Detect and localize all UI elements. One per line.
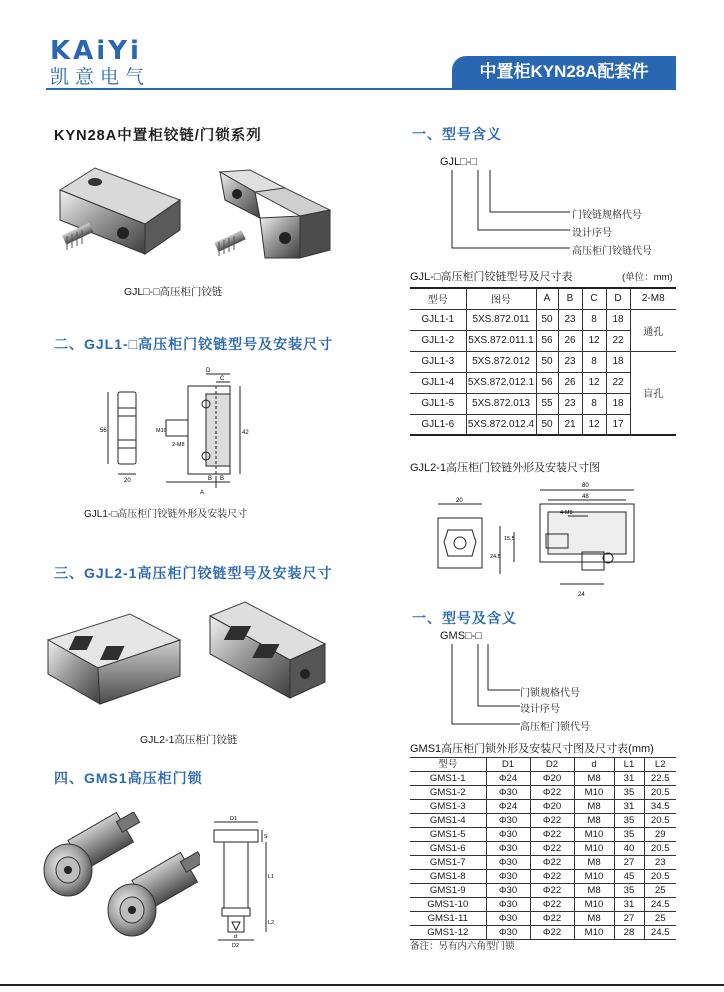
cell: Φ30 xyxy=(486,856,530,870)
cell: 21 xyxy=(558,414,582,435)
table-row xyxy=(410,912,676,926)
table-row xyxy=(410,898,676,912)
dim-d1: D1 xyxy=(230,816,238,822)
cell: 28 xyxy=(614,926,644,940)
table-row xyxy=(410,856,676,870)
cell: 8 xyxy=(582,309,606,330)
drawing1-caption: GJL1-□高压柜门铰链外形及安装尺寸 xyxy=(84,509,248,520)
table-row xyxy=(410,870,676,884)
dim-42: 42 xyxy=(242,430,249,436)
header-l1: L1 xyxy=(614,758,644,772)
cell: Φ24 xyxy=(486,800,530,814)
cell: 31 xyxy=(614,800,644,814)
cell: Φ22 xyxy=(530,814,574,828)
header-d1: D1 xyxy=(486,758,530,772)
gms-spec-table xyxy=(410,757,676,940)
dim-80: 80 xyxy=(582,483,589,489)
cell: Φ20 xyxy=(530,772,574,786)
logo-text-cn: 凯意电气 xyxy=(50,67,151,88)
cell: GMS1-3 xyxy=(410,800,486,814)
cell: 8 xyxy=(582,393,606,414)
section4-title: 四、GMS1高压柜门锁 xyxy=(54,770,203,786)
cell: Φ22 xyxy=(530,842,574,856)
model-label-2c: 高压柜门锁代号 xyxy=(520,722,590,733)
cell: GMS1-8 xyxy=(410,870,486,884)
cell: GMS1-1 xyxy=(410,772,486,786)
model-label-2b: 设计序号 xyxy=(520,704,560,715)
cell: Φ22 xyxy=(530,884,574,898)
table-row xyxy=(410,828,676,842)
cell: 25 xyxy=(644,912,676,926)
cell: GMS1-5 xyxy=(410,828,486,842)
lock-drawing-gms1 xyxy=(206,814,276,948)
cell: 34.5 xyxy=(644,800,676,814)
section3-title: 三、GJL2-1高压柜门铰链型号及安装尺寸 xyxy=(54,565,333,581)
cell: M8 xyxy=(574,814,614,828)
cell: Φ22 xyxy=(530,828,574,842)
dim-b: B xyxy=(220,476,225,482)
cell: Φ30 xyxy=(486,884,530,898)
cell: Φ30 xyxy=(486,912,530,926)
cell: 24.5 xyxy=(644,926,676,940)
model-meaning-title-1: 一、型号含义 xyxy=(412,126,502,142)
cell: 5XS.872.013 xyxy=(466,393,536,414)
cell: Φ22 xyxy=(530,898,574,912)
model-label-1c: 高压柜门铰链代号 xyxy=(572,246,652,257)
table-row xyxy=(410,786,676,800)
dim-24-5: 24.5 xyxy=(490,554,501,560)
dim-l2: L2 xyxy=(268,920,275,926)
cell: Φ24 xyxy=(486,772,530,786)
cell: 20.5 xyxy=(644,842,676,856)
cell: M8 xyxy=(574,884,614,898)
cell: Φ30 xyxy=(486,870,530,884)
cell: 35 xyxy=(614,828,644,842)
model-meaning-title-2: 一、型号及含义 xyxy=(412,610,517,626)
cell: M10 xyxy=(574,870,614,884)
cell: 22 xyxy=(606,372,630,393)
cell-blind-hole: 盲孔 xyxy=(630,351,676,435)
dim-48: 48 xyxy=(582,494,589,500)
cell: GJL1-5 xyxy=(410,393,466,414)
cell: Φ30 xyxy=(486,926,530,940)
gms-table-body xyxy=(410,772,676,940)
cell: 27 xyxy=(614,856,644,870)
table1-title: GJL-□高压柜门铰链型号及尺寸表 xyxy=(410,271,573,283)
dim-2m8: 2-M8 xyxy=(172,442,185,448)
cell: 23 xyxy=(558,351,582,372)
cell: M10 xyxy=(574,786,614,800)
header-rule xyxy=(46,88,676,90)
header-l2: L2 xyxy=(644,758,676,772)
cell: M10 xyxy=(574,898,614,912)
table2-title: GMS1高压柜门锁外形及安装尺寸图及尺寸表(mm) xyxy=(410,743,654,755)
cell: 8 xyxy=(582,351,606,372)
photo2-caption: GJL2-1高压柜门铰链 xyxy=(140,734,238,746)
header-drawing-no: 图号 xyxy=(466,288,536,309)
cell: 26 xyxy=(558,330,582,351)
cell: 20.5 xyxy=(644,870,676,884)
header-2m8: 2-M8 xyxy=(630,288,676,309)
cell: GMS1-9 xyxy=(410,884,486,898)
cell: 40 xyxy=(614,842,644,856)
cell: GMS1-12 xyxy=(410,926,486,940)
cell: GJL1-4 xyxy=(410,372,466,393)
table-row xyxy=(410,884,676,898)
table-header-row xyxy=(410,288,676,309)
hinge-drawing-gjl1 xyxy=(96,364,256,502)
dim-56: 56 xyxy=(100,428,107,434)
cell: Φ30 xyxy=(486,786,530,800)
cell: GJL1-6 xyxy=(410,414,466,435)
hinge-photo-gjl xyxy=(55,158,345,278)
cell: 50 xyxy=(536,414,558,435)
cell: Φ30 xyxy=(486,842,530,856)
cell: 29 xyxy=(644,828,676,842)
header-model: 型号 xyxy=(410,758,486,772)
table-row xyxy=(410,842,676,856)
cell: 27 xyxy=(614,912,644,926)
cell: 23 xyxy=(558,309,582,330)
cell: 23 xyxy=(558,393,582,414)
cell: 50 xyxy=(536,309,558,330)
dim-d: D xyxy=(206,368,211,374)
dim-l1: L1 xyxy=(268,874,275,880)
dim-20: 20 xyxy=(124,478,131,484)
cell: GMS1-4 xyxy=(410,814,486,828)
cell: 35 xyxy=(614,884,644,898)
dim-d2: D2 xyxy=(232,943,240,948)
table-row xyxy=(410,351,676,372)
cell: M8 xyxy=(574,772,614,786)
table2-note: 备注：另有内六角型门锁 xyxy=(410,941,515,952)
model-code-2: GMS□-□ xyxy=(440,630,483,642)
cell: 45 xyxy=(614,870,644,884)
dim-b2: B xyxy=(208,476,213,482)
cell: 5XS.872.011.1 xyxy=(466,330,536,351)
hinge-drawing-gjl2 xyxy=(428,478,660,602)
dim-d-small: d xyxy=(234,934,238,940)
header-d: d xyxy=(574,758,614,772)
dim-a: A xyxy=(200,490,205,496)
header-model: 型号 xyxy=(410,288,466,309)
cell: 20.5 xyxy=(644,786,676,800)
cell: M10 xyxy=(574,828,614,842)
cell: GJL1-1 xyxy=(410,309,466,330)
cell: 12 xyxy=(582,414,606,435)
cell: 12 xyxy=(582,372,606,393)
header-d2: D2 xyxy=(530,758,574,772)
cell: Φ22 xyxy=(530,912,574,926)
dim-m10: M10 xyxy=(156,428,167,434)
table-row xyxy=(410,772,676,786)
dim-4m8: 4-M8 xyxy=(560,510,573,516)
cell: 20.5 xyxy=(644,814,676,828)
company-logo xyxy=(50,38,150,90)
cell: 5XS.872.011 xyxy=(466,309,536,330)
cell: M10 xyxy=(574,926,614,940)
cell: 18 xyxy=(606,393,630,414)
dim-24: 24 xyxy=(578,592,585,598)
cell: GMS1-2 xyxy=(410,786,486,800)
cell: 56 xyxy=(536,330,558,351)
cell: 26 xyxy=(558,372,582,393)
header-d: D xyxy=(606,288,630,309)
cell: 18 xyxy=(606,351,630,372)
header-c: C xyxy=(582,288,606,309)
cell: 25 xyxy=(644,884,676,898)
gjl-spec-table xyxy=(410,287,676,436)
cell: 56 xyxy=(536,372,558,393)
model-label-1a: 门铰链规格代号 xyxy=(572,210,642,221)
logo-text-en: KAiYi xyxy=(50,36,142,66)
cell: Φ22 xyxy=(530,870,574,884)
cell: 5XS.872.012.1 xyxy=(466,372,536,393)
cell: 18 xyxy=(606,309,630,330)
cell: 50 xyxy=(536,351,558,372)
table-row xyxy=(410,814,676,828)
footer-rule xyxy=(0,984,724,986)
model-label-2a: 门锁规格代号 xyxy=(520,688,580,699)
dim-c: C xyxy=(220,376,225,382)
cell: 17 xyxy=(606,414,630,435)
header-badge: 中置柜KYN28A配套件 xyxy=(452,56,676,88)
cell: 5XS.872.012.4 xyxy=(466,414,536,435)
cell: 23 xyxy=(644,856,676,870)
cell: GJL1-2 xyxy=(410,330,466,351)
table-row xyxy=(410,309,676,330)
cell: M8 xyxy=(574,856,614,870)
model-label-1b: 设计序号 xyxy=(572,228,612,239)
photo1-caption: GJL□-□高压柜门铰链 xyxy=(124,286,223,298)
section2-title: 二、GJL1-□高压柜门铰链型号及安装尺寸 xyxy=(54,336,334,352)
model-code-1: GJL□-□ xyxy=(440,156,478,168)
cell: 35 xyxy=(614,814,644,828)
cell: 22.5 xyxy=(644,772,676,786)
cell: GMS1-10 xyxy=(410,898,486,912)
dim-15-5: 15.5 xyxy=(504,536,515,542)
cell-through-hole: 通孔 xyxy=(630,309,676,351)
cell: Φ30 xyxy=(486,898,530,912)
table-row xyxy=(410,800,676,814)
model-code-2-leader xyxy=(446,642,526,728)
cell: Φ30 xyxy=(486,814,530,828)
cell: GMS1-11 xyxy=(410,912,486,926)
cell: Φ30 xyxy=(486,828,530,842)
cell: M8 xyxy=(574,800,614,814)
cell: GMS1-7 xyxy=(410,856,486,870)
cell: 24.5 xyxy=(644,898,676,912)
model-code-1-leader xyxy=(446,168,576,258)
cell: 35 xyxy=(614,786,644,800)
cell: M8 xyxy=(574,912,614,926)
cell: GJL1-3 xyxy=(410,351,466,372)
hinge-photo-gjl2 xyxy=(40,600,340,715)
lock-photo-gms1 xyxy=(40,812,200,942)
header-b: B xyxy=(558,288,582,309)
drawing2-title: GJL2-1高压柜门铰链外形及安装尺寸图 xyxy=(410,462,601,474)
table-header-row xyxy=(410,758,676,772)
cell: Φ22 xyxy=(530,926,574,940)
cell: 31 xyxy=(614,898,644,912)
table1-unit: (单位：mm) xyxy=(622,272,673,283)
cell: Φ22 xyxy=(530,856,574,870)
cell: Φ22 xyxy=(530,786,574,800)
cell: M10 xyxy=(574,842,614,856)
cell: Φ20 xyxy=(530,800,574,814)
cell: 22 xyxy=(606,330,630,351)
header-a: A xyxy=(536,288,558,309)
page-title: KYN28A中置柜铰链/门锁系列 xyxy=(54,128,262,144)
cell: GMS1-6 xyxy=(410,842,486,856)
cell: 55 xyxy=(536,393,558,414)
cell: 12 xyxy=(582,330,606,351)
cell: 5XS.872.012 xyxy=(466,351,536,372)
dim-s: S xyxy=(264,834,268,840)
cell: 31 xyxy=(614,772,644,786)
dim-20: 20 xyxy=(456,498,463,504)
